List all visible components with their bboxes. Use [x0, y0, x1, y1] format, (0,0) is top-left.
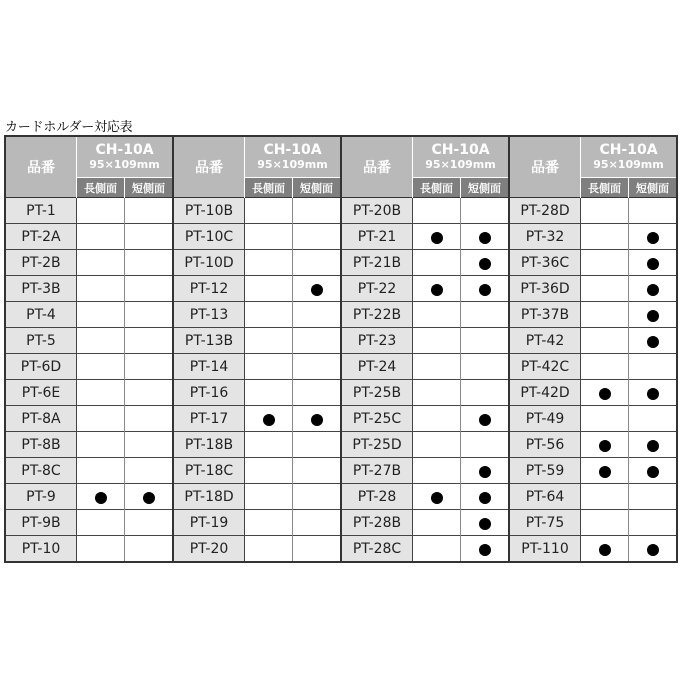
part-number: PT-49: [510, 406, 581, 432]
long-side-cell: [581, 536, 629, 562]
short-side-cell: [293, 484, 341, 510]
short-side-cell: [125, 250, 173, 276]
table-row: [6, 276, 172, 302]
short-side-cell: [293, 510, 341, 536]
table-row: [6, 328, 172, 354]
short-side-cell: [629, 250, 677, 276]
short-side-cell: [629, 354, 677, 380]
long-side-cell: [581, 510, 629, 536]
compatible-dot-icon: [647, 388, 659, 400]
table-row: [6, 536, 172, 562]
short-side-header: 短側面: [125, 178, 173, 198]
compatible-dot-icon: [647, 232, 659, 244]
part-number: PT-6E: [6, 380, 77, 406]
long-side-cell: [581, 354, 629, 380]
table-caption: カードホルダー対応表: [5, 120, 133, 135]
short-side-cell: [461, 354, 509, 380]
long-side-cell: [413, 328, 461, 354]
short-side-cell: [125, 458, 173, 484]
table-row: [510, 302, 676, 328]
long-side-header: 長側面: [581, 178, 629, 198]
table-row: [342, 484, 508, 510]
model-size: 95×109mm: [425, 157, 496, 171]
long-side-cell: [245, 380, 293, 406]
long-side-cell: [77, 328, 125, 354]
part-number: PT-18C: [174, 458, 245, 484]
model-header: [245, 137, 341, 178]
part-number: PT-17: [174, 406, 245, 432]
table-row: [174, 276, 340, 302]
long-side-cell: [413, 380, 461, 406]
table-row: [510, 354, 676, 380]
short-side-cell: [125, 276, 173, 302]
short-side-cell: [461, 510, 509, 536]
short-side-cell: [461, 380, 509, 406]
table-row: [6, 198, 172, 224]
part-number: PT-3B: [6, 276, 77, 302]
short-side-cell: [461, 302, 509, 328]
table-row: [510, 406, 676, 432]
table-row: [6, 432, 172, 458]
table-block-4: [508, 137, 676, 561]
short-side-cell: [125, 328, 173, 354]
part-number: PT-64: [510, 484, 581, 510]
short-side-cell: [461, 406, 509, 432]
table-row: [342, 406, 508, 432]
long-side-cell: [413, 198, 461, 224]
part-number: PT-9B: [6, 510, 77, 536]
compatible-dot-icon: [647, 310, 659, 322]
long-side-cell: [581, 432, 629, 458]
part-number: PT-9: [6, 484, 77, 510]
long-side-cell: [245, 484, 293, 510]
compatible-dot-icon: [263, 414, 275, 426]
part-number: PT-20: [174, 536, 245, 562]
model-name: CH-10A: [431, 142, 490, 159]
long-side-cell: [77, 536, 125, 562]
long-side-cell: [581, 458, 629, 484]
table-row: [342, 198, 508, 224]
short-side-cell: [293, 198, 341, 224]
part-number: PT-13B: [174, 328, 245, 354]
long-side-cell: [77, 406, 125, 432]
table-row: [6, 302, 172, 328]
table-row: [510, 380, 676, 406]
compatible-dot-icon: [599, 388, 611, 400]
table-row: [174, 406, 340, 432]
part-number: PT-37B: [510, 302, 581, 328]
short-side-cell: [293, 302, 341, 328]
part-number-header: 品番: [6, 137, 77, 198]
compatible-dot-icon: [647, 466, 659, 478]
long-side-cell: [413, 458, 461, 484]
table-row: [174, 510, 340, 536]
compatible-dot-icon: [599, 544, 611, 556]
compatible-dot-icon: [647, 258, 659, 270]
table-row: [342, 302, 508, 328]
part-number: PT-32: [510, 224, 581, 250]
short-side-cell: [293, 380, 341, 406]
long-side-cell: [245, 224, 293, 250]
short-side-cell: [461, 328, 509, 354]
compatible-dot-icon: [647, 336, 659, 348]
compatible-dot-icon: [431, 284, 443, 296]
short-side-cell: [125, 380, 173, 406]
long-side-cell: [77, 458, 125, 484]
table-row: [174, 380, 340, 406]
compatible-dot-icon: [479, 544, 491, 556]
table-row: [342, 354, 508, 380]
part-number: PT-20B: [342, 198, 413, 224]
model-header: [413, 137, 509, 178]
short-side-cell: [461, 432, 509, 458]
table-row: [510, 328, 676, 354]
compatible-dot-icon: [479, 232, 491, 244]
part-number: PT-56: [510, 432, 581, 458]
table-row: [342, 224, 508, 250]
compatible-dot-icon: [599, 440, 611, 452]
short-side-cell: [461, 458, 509, 484]
long-side-cell: [245, 510, 293, 536]
compatible-dot-icon: [431, 492, 443, 504]
long-side-cell: [245, 250, 293, 276]
part-number: PT-22: [342, 276, 413, 302]
long-side-cell: [581, 380, 629, 406]
model-name: CH-10A: [95, 142, 154, 159]
table-row: [510, 276, 676, 302]
short-side-header: 短側面: [629, 178, 677, 198]
short-side-cell: [125, 432, 173, 458]
part-number: PT-25D: [342, 432, 413, 458]
compatible-dot-icon: [647, 440, 659, 452]
long-side-cell: [77, 276, 125, 302]
short-side-cell: [125, 406, 173, 432]
long-side-cell: [581, 250, 629, 276]
short-side-cell: [629, 458, 677, 484]
table-row: [510, 536, 676, 562]
long-side-cell: [413, 224, 461, 250]
long-side-cell: [245, 328, 293, 354]
part-number-header: 品番: [342, 137, 413, 198]
compatible-dot-icon: [599, 466, 611, 478]
table-row: [6, 484, 172, 510]
short-side-cell: [293, 354, 341, 380]
table-row: [510, 484, 676, 510]
part-number: PT-2B: [6, 250, 77, 276]
part-number: PT-5: [6, 328, 77, 354]
part-number: PT-42D: [510, 380, 581, 406]
short-side-header: 短側面: [293, 178, 341, 198]
long-side-cell: [245, 536, 293, 562]
table-row: [342, 432, 508, 458]
short-side-cell: [629, 510, 677, 536]
compatibility-table: [4, 135, 678, 563]
part-number: PT-14: [174, 354, 245, 380]
long-side-header: 長側面: [413, 178, 461, 198]
short-side-cell: [125, 536, 173, 562]
short-side-cell: [629, 484, 677, 510]
short-side-cell: [293, 250, 341, 276]
part-number: PT-1: [6, 198, 77, 224]
part-number: PT-12: [174, 276, 245, 302]
table-row: [510, 510, 676, 536]
table-row: [6, 458, 172, 484]
model-header: [581, 137, 677, 178]
long-side-cell: [413, 276, 461, 302]
short-side-cell: [293, 406, 341, 432]
short-side-cell: [629, 536, 677, 562]
long-side-cell: [77, 510, 125, 536]
table-row: [342, 328, 508, 354]
part-number: PT-27B: [342, 458, 413, 484]
short-side-cell: [293, 432, 341, 458]
long-side-cell: [77, 224, 125, 250]
short-side-cell: [629, 198, 677, 224]
table-row: [174, 354, 340, 380]
table-row: [342, 276, 508, 302]
compatible-dot-icon: [311, 414, 323, 426]
long-side-cell: [77, 198, 125, 224]
part-number: PT-6D: [6, 354, 77, 380]
short-side-cell: [629, 432, 677, 458]
long-side-cell: [245, 458, 293, 484]
compatible-dot-icon: [143, 492, 155, 504]
long-side-cell: [413, 354, 461, 380]
long-side-header: 長側面: [245, 178, 293, 198]
part-number: PT-28C: [342, 536, 413, 562]
long-side-cell: [77, 484, 125, 510]
table-block-3: [340, 137, 508, 561]
part-number: PT-8A: [6, 406, 77, 432]
compatible-dot-icon: [479, 492, 491, 504]
table-row: [174, 198, 340, 224]
table-row: [6, 406, 172, 432]
short-side-cell: [293, 276, 341, 302]
long-side-cell: [413, 510, 461, 536]
long-side-cell: [77, 380, 125, 406]
table-row: [342, 510, 508, 536]
short-side-cell: [293, 536, 341, 562]
part-number: PT-16: [174, 380, 245, 406]
long-side-cell: [581, 328, 629, 354]
compatible-dot-icon: [95, 492, 107, 504]
table-row: [6, 224, 172, 250]
table-row: [510, 458, 676, 484]
table-row: [174, 458, 340, 484]
compatible-dot-icon: [479, 414, 491, 426]
part-number: PT-21: [342, 224, 413, 250]
table-row: [510, 224, 676, 250]
part-number: PT-8B: [6, 432, 77, 458]
long-side-cell: [413, 406, 461, 432]
part-number: PT-28: [342, 484, 413, 510]
short-side-cell: [125, 484, 173, 510]
part-number: PT-28D: [510, 198, 581, 224]
short-side-cell: [293, 458, 341, 484]
table-row: [6, 354, 172, 380]
part-number: PT-28B: [342, 510, 413, 536]
part-number: PT-59: [510, 458, 581, 484]
model-size: 95×109mm: [257, 157, 328, 171]
part-number: PT-10C: [174, 224, 245, 250]
short-side-cell: [629, 276, 677, 302]
long-side-cell: [413, 250, 461, 276]
model-size: 95×109mm: [593, 157, 664, 171]
long-side-cell: [77, 302, 125, 328]
table-row: [174, 484, 340, 510]
compatible-dot-icon: [479, 466, 491, 478]
short-side-cell: [125, 354, 173, 380]
model-name: CH-10A: [599, 142, 658, 159]
part-number: PT-10B: [174, 198, 245, 224]
long-side-cell: [77, 250, 125, 276]
part-number: PT-4: [6, 302, 77, 328]
long-side-cell: [413, 302, 461, 328]
long-side-cell: [245, 276, 293, 302]
model-name: CH-10A: [263, 142, 322, 159]
short-side-cell: [629, 224, 677, 250]
long-side-cell: [77, 354, 125, 380]
table-row: [510, 198, 676, 224]
table-row: [6, 510, 172, 536]
table-row: [174, 250, 340, 276]
part-number: PT-24: [342, 354, 413, 380]
short-side-cell: [461, 250, 509, 276]
part-number: PT-42: [510, 328, 581, 354]
long-side-cell: [581, 276, 629, 302]
long-side-cell: [581, 224, 629, 250]
table-row: [174, 432, 340, 458]
long-side-cell: [413, 432, 461, 458]
table-row: [174, 224, 340, 250]
table-row: [174, 536, 340, 562]
short-side-cell: [125, 302, 173, 328]
long-side-cell: [245, 406, 293, 432]
compatible-dot-icon: [479, 284, 491, 296]
table-row: [342, 536, 508, 562]
table-row: [510, 432, 676, 458]
short-side-cell: [125, 510, 173, 536]
long-side-cell: [581, 484, 629, 510]
part-number: PT-18D: [174, 484, 245, 510]
part-number-header: 品番: [510, 137, 581, 198]
short-side-cell: [461, 484, 509, 510]
short-side-cell: [461, 224, 509, 250]
short-side-cell: [629, 380, 677, 406]
short-side-cell: [293, 328, 341, 354]
part-number: PT-22B: [342, 302, 413, 328]
long-side-cell: [413, 536, 461, 562]
model-size: 95×109mm: [89, 157, 160, 171]
long-side-cell: [581, 198, 629, 224]
short-side-cell: [461, 198, 509, 224]
long-side-cell: [245, 302, 293, 328]
short-side-cell: [461, 276, 509, 302]
table-row: [6, 250, 172, 276]
long-side-cell: [581, 406, 629, 432]
part-number: PT-10D: [174, 250, 245, 276]
table-row: [342, 250, 508, 276]
short-side-cell: [461, 536, 509, 562]
table-row: [342, 458, 508, 484]
short-side-cell: [629, 406, 677, 432]
compatible-dot-icon: [479, 518, 491, 530]
short-side-cell: [293, 224, 341, 250]
compatible-dot-icon: [647, 544, 659, 556]
compatible-dot-icon: [311, 284, 323, 296]
part-number: PT-25B: [342, 380, 413, 406]
part-number: PT-18B: [174, 432, 245, 458]
part-number: PT-21B: [342, 250, 413, 276]
table-row: [342, 380, 508, 406]
long-side-cell: [245, 354, 293, 380]
table-row: [174, 302, 340, 328]
part-number-header: 品番: [174, 137, 245, 198]
part-number: PT-110: [510, 536, 581, 562]
part-number: PT-42C: [510, 354, 581, 380]
table-row: [6, 380, 172, 406]
part-number: PT-13: [174, 302, 245, 328]
short-side-cell: [125, 198, 173, 224]
long-side-cell: [245, 432, 293, 458]
table-row: [510, 250, 676, 276]
short-side-cell: [125, 224, 173, 250]
part-number: PT-36D: [510, 276, 581, 302]
part-number: PT-8C: [6, 458, 77, 484]
long-side-cell: [413, 484, 461, 510]
part-number: PT-75: [510, 510, 581, 536]
part-number: PT-10: [6, 536, 77, 562]
part-number: PT-19: [174, 510, 245, 536]
table-block-1: [6, 137, 172, 561]
part-number: PT-25C: [342, 406, 413, 432]
short-side-header: 短側面: [461, 178, 509, 198]
table-row: [174, 328, 340, 354]
short-side-cell: [629, 328, 677, 354]
compatible-dot-icon: [431, 232, 443, 244]
part-number: PT-2A: [6, 224, 77, 250]
compatible-dot-icon: [647, 284, 659, 296]
long-side-cell: [77, 432, 125, 458]
long-side-cell: [581, 302, 629, 328]
table-block-2: [172, 137, 340, 561]
short-side-cell: [629, 302, 677, 328]
part-number: PT-36C: [510, 250, 581, 276]
long-side-header: 長側面: [77, 178, 125, 198]
part-number: PT-23: [342, 328, 413, 354]
long-side-cell: [245, 198, 293, 224]
model-header: [77, 137, 173, 178]
compatible-dot-icon: [479, 258, 491, 270]
